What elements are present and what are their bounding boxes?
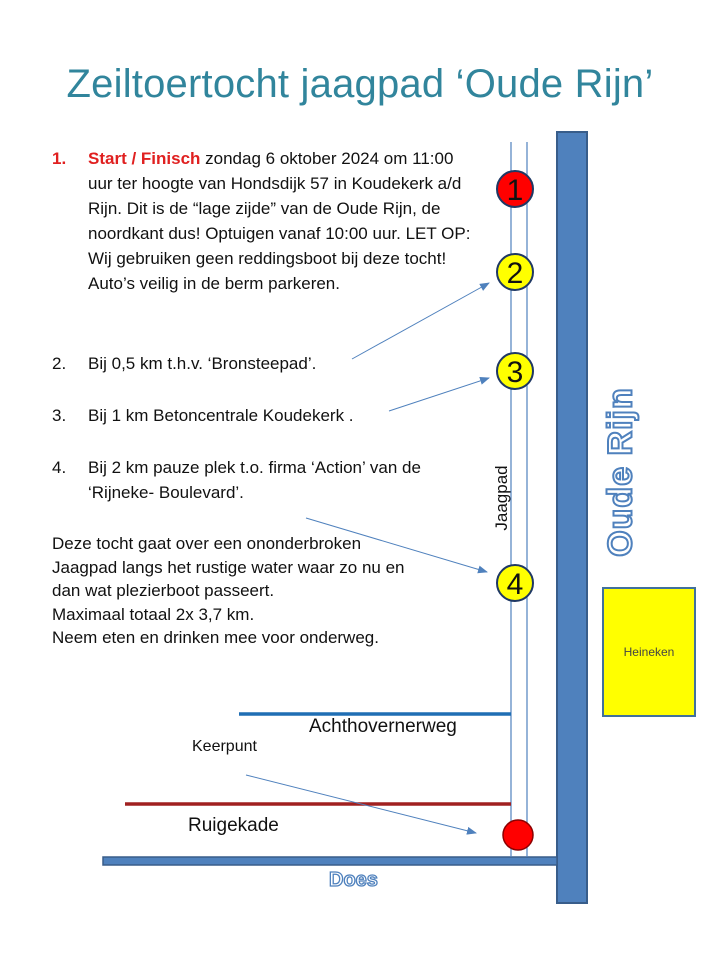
- marker-4-label: 4: [506, 568, 524, 601]
- ruigekade-road-label: Ruigekade: [188, 815, 279, 836]
- item-number: 3.: [52, 406, 67, 425]
- marker-2: [497, 254, 533, 290]
- item-text: Bij 0,5 km t.h.v. ‘Bronsteepad’.: [88, 354, 317, 373]
- does-water: [103, 857, 557, 865]
- item-body: zondag 6 oktober 2024 om 11:00 uur ter hoogte van Hondsdijk 57 in Koudekerk a/d Rijn. Dit is de “lage zijde” van de Oude Rijn, de noordkant dus! Optuigen vanaf 10:00 uur. LET OP: Wij gebruiken geen reddingsboot bij deze tocht! Auto’s veilig in de berm parkeren.: [88, 149, 471, 293]
- turnpoint-circle: [503, 820, 533, 850]
- arrow-to-marker-3: [389, 378, 489, 411]
- note-line: Jaagpad langs het rustige water waar zo nu en: [52, 557, 405, 577]
- item-text: Bij 1 km Betoncentrale Koudekerk .: [88, 406, 354, 425]
- item-number: 2.: [52, 354, 67, 373]
- marker-1-label: 1: [506, 174, 524, 207]
- marker-3: [497, 353, 533, 389]
- arrow-to-marker-2: [352, 283, 489, 359]
- turnpoint-label: Keerpunt: [192, 738, 257, 755]
- marker-1: [497, 171, 533, 207]
- achthoven-road-label: Achthovernerweg: [309, 716, 457, 737]
- marker-3-label: 3: [506, 356, 524, 389]
- item-text: Bij 2 km pauze plek t.o. firma ‘Action’ van de ‘Rijneke- Boulevard’.: [88, 458, 421, 502]
- page-title: Zeiltoertocht jaagpad ‘Oude Rijn’: [66, 62, 654, 106]
- note-line: Maximaal totaal 2x 3,7 km.: [52, 604, 255, 624]
- river-label: Oude Rijn: [601, 387, 640, 557]
- does-label: Does: [329, 869, 378, 891]
- start-finish-label: Start / Finisch: [88, 149, 201, 168]
- path-label: Jaagpad: [492, 465, 511, 531]
- marker-2-label: 2: [506, 257, 524, 290]
- note-line: Deze tocht gaat over een ononderbroken: [52, 534, 362, 553]
- marker-4: [497, 565, 533, 601]
- note-line: dan wat plezierboot passeert.: [52, 581, 275, 600]
- arrow-to-marker-4: [306, 518, 487, 572]
- item-number: 4.: [52, 458, 67, 477]
- river-band: [557, 132, 587, 903]
- heineken-building: [602, 587, 696, 717]
- item-number: 1.: [52, 149, 67, 168]
- turnpoint-marker: [503, 820, 533, 850]
- note-line: Neem eten en drinken mee voor onderweg.: [52, 628, 379, 647]
- heineken-label: Heineken: [623, 645, 675, 659]
